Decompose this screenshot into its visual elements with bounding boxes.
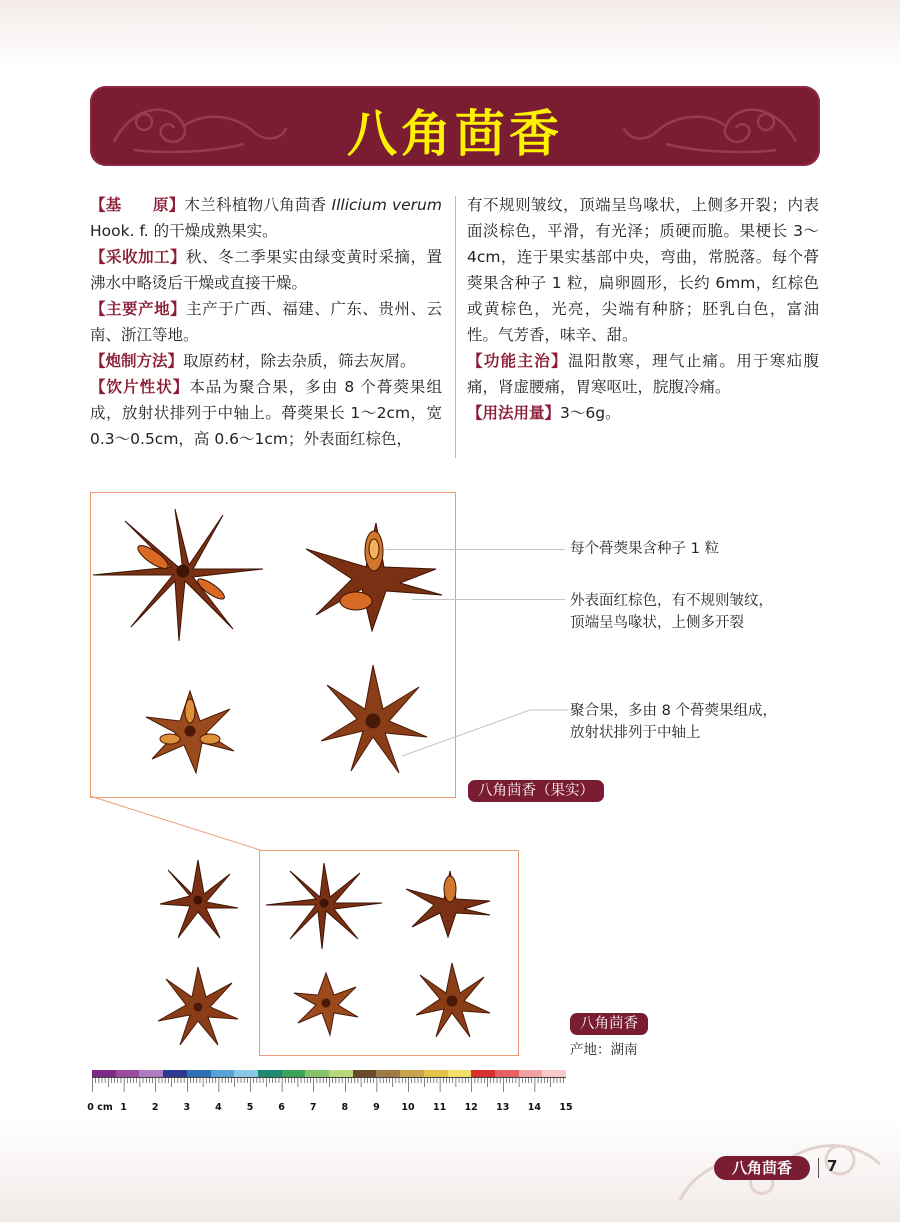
color-swatch <box>448 1070 472 1077</box>
entry-tag: 【功能主治】 <box>467 352 568 370</box>
text-column-left <box>90 192 442 452</box>
ruler-number: 10 <box>401 1102 415 1113</box>
color-swatch <box>519 1070 543 1077</box>
ruler-number: 9 <box>373 1102 380 1113</box>
ruler-number: 2 <box>151 1102 159 1113</box>
color-swatch <box>187 1070 211 1077</box>
entry-text: 秋、冬二季果实由绿变黄时采摘，置沸水中略烫后干燥或直接干燥。 <box>90 248 442 292</box>
entry-tag: 【饮片性状】 <box>90 378 190 396</box>
color-swatch <box>258 1070 282 1077</box>
entry-tag: 【炮制方法】 <box>90 352 184 370</box>
color-swatch <box>471 1070 495 1077</box>
callout-text-line: 聚合果，多由 8 个蓇葖果组成， <box>570 703 777 719</box>
page-number: 7 <box>827 1157 838 1175</box>
footer-title-badge: 八角茴香 <box>714 1156 810 1180</box>
star-anise-photo <box>260 851 518 1055</box>
ruler-number: 7 <box>309 1102 317 1113</box>
entry-origin <box>90 296 442 348</box>
color-swatch <box>139 1070 163 1077</box>
entry-text: 本品为聚合果，多由 8 个蓇葖果组成，放射状排列于中轴上。蓇葖果长 1～2cm，宽 0.3～0.5cm，高 0.6～1cm；外表面红棕色， <box>90 378 442 448</box>
entry-source <box>90 192 442 244</box>
cloud-ornament-icon <box>616 92 806 160</box>
scale-ruler <box>87 1070 573 1113</box>
color-swatch <box>424 1070 448 1077</box>
callout-line <box>412 599 565 600</box>
herb-label: 八角茴香 <box>570 1013 648 1035</box>
ruler-number: 14 <box>527 1102 542 1113</box>
zoom-connector <box>90 796 270 856</box>
color-swatch <box>116 1070 140 1077</box>
ruler-unit-label: 0 cm <box>87 1102 113 1113</box>
herb-photo-box <box>259 850 519 1056</box>
entry-tag: 【基 原】 <box>90 196 185 214</box>
entry-text: 3～6g。 <box>560 404 621 422</box>
callout-text-line: 每个蓇葖果含种子 1 粒 <box>570 541 719 557</box>
callout-line <box>400 700 570 760</box>
ruler-number: 13 <box>496 1102 510 1113</box>
entry-harvest <box>90 244 442 296</box>
origin-text: 产地：湖南 <box>570 1042 638 1058</box>
entry-text: 温阳散寒，理气止痛。用于寒疝腹痛，肾虚腰痛，胃寒呕吐，脘腹冷痛。 <box>467 352 819 396</box>
ruler-number: 12 <box>464 1102 478 1113</box>
ruler-number: 15 <box>559 1102 573 1113</box>
color-swatch <box>329 1070 353 1077</box>
color-swatch <box>353 1070 377 1077</box>
callout-seed <box>570 538 719 560</box>
entry-tag: 【采收加工】 <box>90 248 187 266</box>
entry-tag: 【用法用量】 <box>467 404 561 422</box>
latin-name: Illicium verum <box>331 196 442 214</box>
entry-dosage <box>467 400 819 426</box>
entry-text: 木兰科植物八角茴香 <box>184 196 332 214</box>
ruler-ticks <box>92 1077 566 1102</box>
color-swatch <box>282 1070 306 1077</box>
entry-characteristics <box>90 374 442 452</box>
entry-text: Hook. f. 的干燥成熟果实。 <box>90 222 278 240</box>
ruler-number: 1 <box>120 1102 127 1113</box>
callout-text-line: 放射状排列于中轴上 <box>570 725 701 741</box>
color-swatch <box>376 1070 400 1077</box>
callout-text-line: 顶端呈鸟喙状，上侧多开裂 <box>570 615 744 631</box>
callout-line <box>385 549 565 550</box>
color-scale-bar <box>92 1070 566 1077</box>
entry-processing <box>90 348 442 374</box>
color-swatch <box>542 1070 566 1077</box>
callout-surface <box>570 590 773 634</box>
entry-text: 有不规则皱纹，顶端呈鸟喙状，上侧多开裂；内表面淡棕色，平滑，有光泽；质硬而脆。果梗长 3～4cm，连于果实基部中央，弯曲，常脱落。每个蓇葖果含种子 1 粒，扁卵圆形，长约 6mm，红棕色或黄棕色，光亮，尖端有种脐；胚乳白色，富油性。气芳香，味辛、甜。 <box>467 196 819 344</box>
entry-characteristics-cont <box>467 192 819 348</box>
callout-aggregate <box>570 700 777 744</box>
footer-divider <box>818 1158 819 1178</box>
specimen-photo <box>150 855 250 1055</box>
column-divider <box>455 196 456 458</box>
fruit-label: 八角茴香（果实） <box>468 780 604 802</box>
ruler-number: 8 <box>341 1102 349 1113</box>
page-title: 八角茴香 <box>347 105 563 163</box>
entry-tag: 【主要产地】 <box>90 300 187 318</box>
color-swatch <box>211 1070 235 1077</box>
ruler-number: 5 <box>246 1102 254 1113</box>
text-column-right <box>467 192 819 426</box>
entry-text: 主产于广西、福建、广东、贵州、云南、浙江等地。 <box>90 300 442 344</box>
entry-text: 取原药材，除去杂质，筛去灰屑。 <box>183 352 416 370</box>
color-swatch <box>234 1070 258 1077</box>
color-swatch <box>305 1070 329 1077</box>
color-swatch <box>92 1070 116 1077</box>
ruler-number: 4 <box>215 1102 222 1113</box>
ruler-number: 3 <box>183 1102 191 1113</box>
ruler-number: 11 <box>432 1102 447 1113</box>
ruler-tick-marks <box>92 1078 566 1102</box>
ruler-number: 6 <box>278 1102 285 1113</box>
title-banner <box>90 86 820 166</box>
color-swatch <box>163 1070 187 1077</box>
color-swatch <box>495 1070 519 1077</box>
entry-function <box>467 348 819 400</box>
color-swatch <box>400 1070 424 1077</box>
callout-text-line: 外表面红棕色，有不规则皱纹， <box>570 593 773 609</box>
